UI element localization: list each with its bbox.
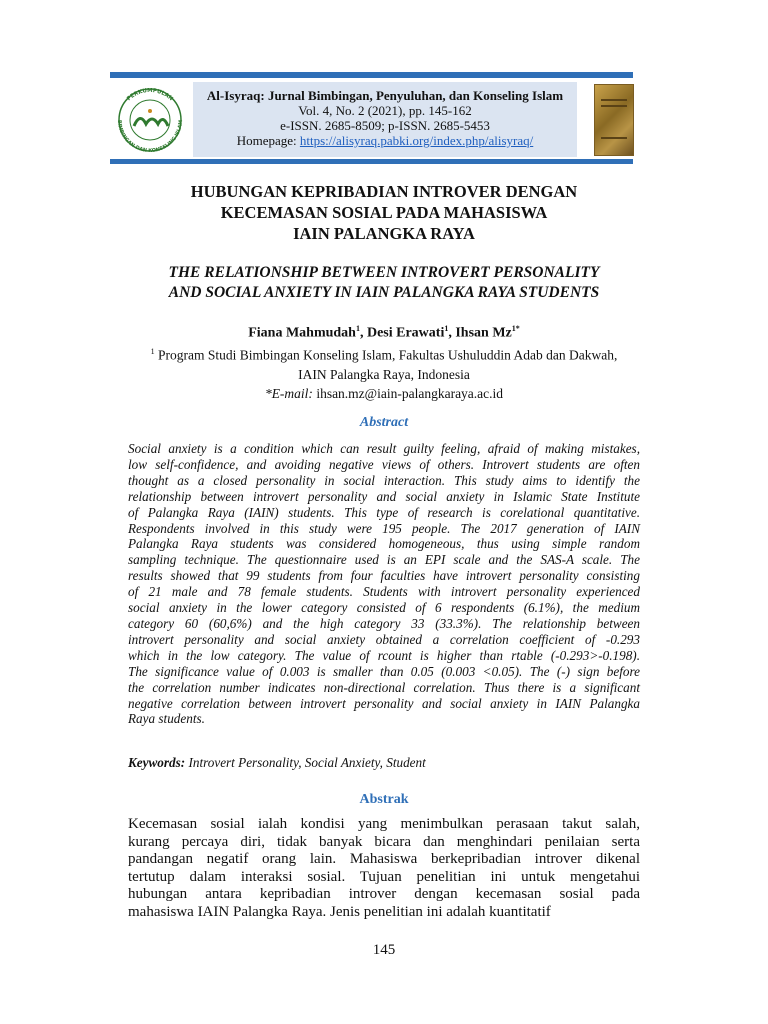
title-line: THE RELATIONSHIP BETWEEN INTROVERT PERSONALITY: [168, 264, 600, 281]
abstract-line: thought as a closed personality in social interaction. This study aims to identify the: [128, 472, 640, 488]
journal-title: Al-Isyraq: Jurnal Bimbingan, Penyuluhan, dan Konseling Islam: [206, 88, 564, 103]
homepage-link[interactable]: https://alisyraq.pabki.org/index.php/alisyraq/: [299, 133, 534, 148]
author-name: Fiana Mahmudah: [248, 325, 356, 341]
abstract-line: which in the low category. The value of rcount is higher than rtable (-0.293>-0.198).: [128, 647, 640, 663]
abstract-line: pandangan negatif orang lain. Mahasiswa berkepribadian introver dikenal: [128, 851, 640, 867]
association-logo-icon: [110, 84, 190, 154]
title-line: KECEMASAN SOSIAL PADA MAHASISWA: [220, 203, 548, 222]
homepage-label: Homepage:: [236, 133, 297, 148]
author-affil-mark: 1*: [511, 324, 520, 333]
abstract-line: sampling technique. The questionnaire used is an EPI scale and the SAS-A scale. The: [128, 552, 640, 568]
abstract-line: Palangka Raya students was considered homogeneous, thus using simple random: [128, 536, 640, 552]
abstract-line: Respondents involved in this study were 195 people. The 2017 generation of IAIN: [128, 520, 640, 536]
author-name: Ihsan Mz: [455, 325, 512, 341]
abstract-line: social anxiety in the lower category consisted of 6 respondents (6.1%), the medium: [128, 600, 640, 616]
abstract-line: of 21 male and 78 female students. Students with introvert personality experienced: [128, 584, 640, 600]
paper-title-indonesian: [110, 181, 658, 244]
header-bottom-rule: [110, 159, 633, 164]
title-line: IAIN PALANGKA RAYA: [293, 224, 475, 243]
header-top-rule: [110, 72, 633, 78]
keywords-label: Keywords:: [128, 755, 186, 770]
email-address: ihsan.mz@iain-palangkaraya.ac.id: [316, 385, 504, 401]
title-line: HUBUNGAN KEPRIBADIAN INTROVER DENGAN: [190, 182, 578, 201]
page-number: 145: [372, 942, 396, 958]
abstract-line: tertutup dalam interaksi sosial. Tujuan penelitian ini untuk mengetahui: [128, 868, 640, 885]
author-list: Fiana Mahmudah$^1$, Desi Erawati$^1$, Ihsan $Mz^{1*}$: [248, 324, 520, 341]
abstract-line: introvert personality and social anxiety obtained a correlation coefficient of -0.293: [128, 631, 640, 647]
journal-issn: e-ISSN. 2685-8509; p-ISSN. 2685-5453: [280, 118, 490, 133]
abstract-line: low self-confidence, and avoiding negative views of others. Introvert students are often: [128, 456, 640, 472]
abstract-heading-english: Abstract: [359, 415, 409, 430]
affiliation-line: IAIN Palangka Raya, Indonesia: [298, 366, 470, 382]
abstract-line: the correlation number indicates non-directional correlation. Thus there is a significant: [128, 679, 640, 695]
abstract-line: negative correlation between introvert personality and social anxiety in IAIN Palangka: [128, 695, 640, 711]
keywords: [128, 755, 640, 771]
affiliation-line: $^1$ Program Studi Bimbingan Konseling Islam, Fakultas Ushuluddin Adab dan Dakwah,: [150, 347, 618, 363]
svg-text:PERKUMPULAN: PERKUMPULAN: [126, 87, 174, 103]
affiliation-mark: 1: [150, 347, 155, 356]
abstract-line: Social anxiety is a condition which can result guilty feeling, afraid of making mistakes,: [128, 441, 640, 456]
journal-homepage: [193, 133, 577, 148]
abstract-line: results showed that 99 students from four faculties have introvert personality consisting: [128, 568, 640, 584]
email-label: *E-mail:: [264, 385, 313, 401]
author-name: Desi Erawati: [366, 325, 445, 341]
title-line: AND SOCIAL ANXIETY IN IAIN PALANGKA RAYA STUDENTS: [168, 284, 600, 301]
abstract-line: category 60 (60,6%) and the high category 33 (33.3%). The relationship between: [128, 615, 640, 631]
abstract-line: kurang percaya diri, tidak banyak bicara dan menghindari penilaian serta: [128, 833, 640, 850]
abstract-line: mahasiswa IAIN Palangka Raya. Jenis penelitian ini adalah kuantitatif: [128, 903, 551, 920]
journal-volume: Vol. 4, No. 2 (2021), pp. 145-162: [298, 103, 472, 118]
abstract-indonesian: [128, 816, 640, 921]
author-affil-mark: 1: [444, 324, 449, 333]
abstract-line: hubungan antara kepribadian introver dengan kecemasan sosial pada: [128, 886, 640, 902]
journal-header-text: [193, 88, 577, 148]
author-affil-mark: 1: [355, 324, 360, 333]
abstract-line: of Palangka Raya (IAIN) students. This type of research is corelational quantitative.: [128, 504, 640, 520]
svg-text:BIMBINGAN DAN KONSELING ISLAM: BIMBINGAN DAN KONSELING ISLAM: [115, 119, 185, 154]
abstract-line: Kecemasan sosial ialah kondisi yang menimbulkan perasaan takut salah,: [128, 816, 640, 832]
abstract-line: The significance value of 0.003 is smaller than 0.05 (0.003 <0.05). The (-) sign before: [128, 663, 640, 679]
abstract-english: [128, 441, 640, 727]
affiliation: [110, 342, 658, 403]
keywords-list: Introvert Personality, Social Anxiety, Student: [188, 755, 426, 770]
abstract-line: Raya students.: [128, 711, 205, 727]
email-line: [110, 384, 658, 403]
paper-title-english: [110, 263, 658, 303]
journal-cover-image: [594, 84, 634, 156]
abstract-line: relationship between introvert personality and social anxiety in Islamic State Institute: [128, 488, 640, 504]
abstract-heading-indonesian: Abstrak: [359, 792, 409, 807]
